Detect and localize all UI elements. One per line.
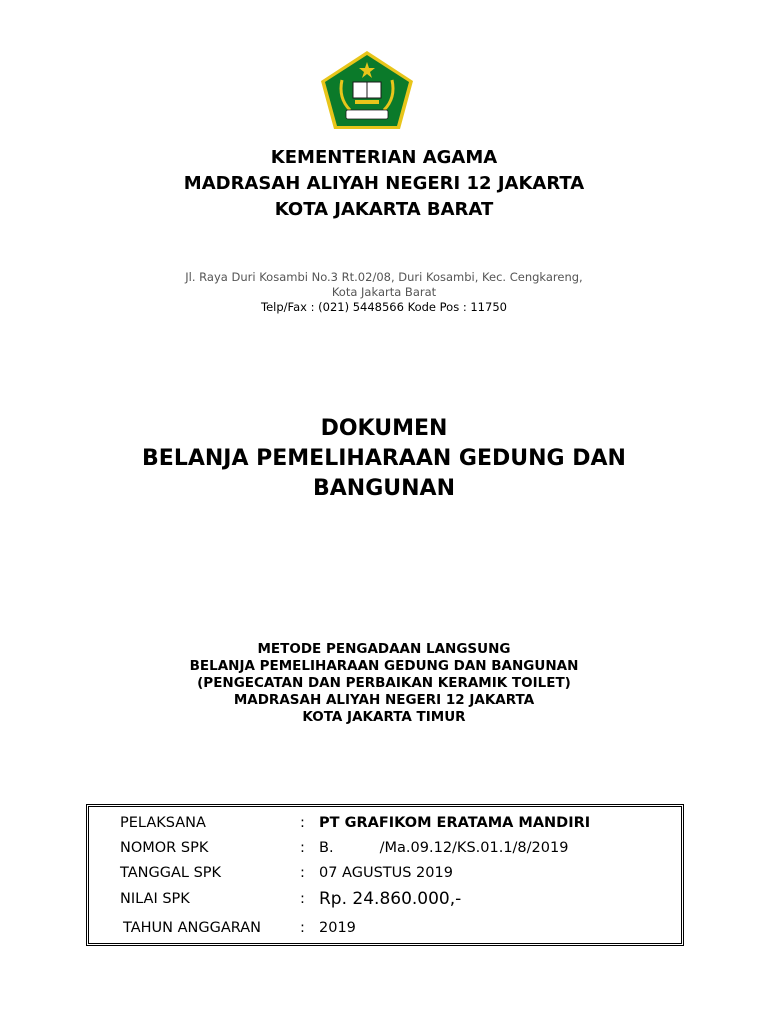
document-title-line-3: BANGUNAN	[313, 476, 455, 501]
method-line-4: MADRASAH ALIYAH NEGERI 12 JAKARTA	[233, 692, 535, 708]
method-line-1: METODE PENGADAAN LANGSUNG	[257, 641, 511, 657]
document-title-line-2: BELANJA PEMELIHARAAN GEDUNG DAN	[142, 446, 626, 471]
address-line-1: Jl. Raya Duri Kosambi No.3 Rt.02/08, Duri Kosambi, Kec. Cengkareng,	[185, 270, 583, 284]
detail-value: 2019	[319, 920, 356, 936]
detail-label: NOMOR SPK	[120, 840, 209, 856]
detail-label: TAHUN ANGGARAN	[123, 920, 262, 936]
document-title-line-1: DOKUMEN	[320, 416, 448, 441]
detail-separator: :	[300, 865, 305, 881]
address-line-2: Kota Jakarta Barat	[331, 285, 437, 299]
spk-details-box	[86, 804, 684, 946]
detail-separator: :	[300, 840, 305, 856]
detail-separator: :	[300, 891, 305, 907]
institution-header	[0, 145, 768, 223]
procurement-method	[0, 641, 768, 726]
kemenag-logo-icon	[320, 50, 414, 130]
method-line-3: (PENGECATAN DAN PERBAIKAN KERAMIK TOILET)	[197, 675, 571, 691]
method-line-5: KOTA JAKARTA TIMUR	[302, 709, 466, 725]
detail-value: 07 AGUSTUS 2019	[319, 865, 453, 881]
detail-value: PT GRAFIKOM ERATAMA MANDIRI	[319, 815, 591, 831]
method-line-2: BELANJA PEMELIHARAAN GEDUNG DAN BANGUNAN	[189, 658, 579, 674]
city-name: KOTA JAKARTA BARAT	[274, 199, 494, 220]
detail-separator: :	[300, 815, 305, 831]
school-name: MADRASAH ALIYAH NEGERI 12 JAKARTA	[183, 173, 585, 194]
address-block	[0, 270, 768, 315]
detail-value: Rp. 24.860.000,-	[319, 889, 462, 909]
detail-label: TANGGAL SPK	[120, 865, 222, 881]
ministry-name: KEMENTERIAN AGAMA	[270, 147, 498, 168]
detail-separator: :	[300, 920, 305, 936]
detail-label: PELAKSANA	[120, 815, 206, 831]
detail-label: NILAI SPK	[120, 891, 190, 907]
telp-fax: Telp/Fax : (021) 5448566 Kode Pos : 11750	[261, 300, 507, 314]
detail-value: B. /Ma.09.12/KS.01.1/8/2019	[319, 840, 569, 856]
document-title	[0, 414, 768, 504]
